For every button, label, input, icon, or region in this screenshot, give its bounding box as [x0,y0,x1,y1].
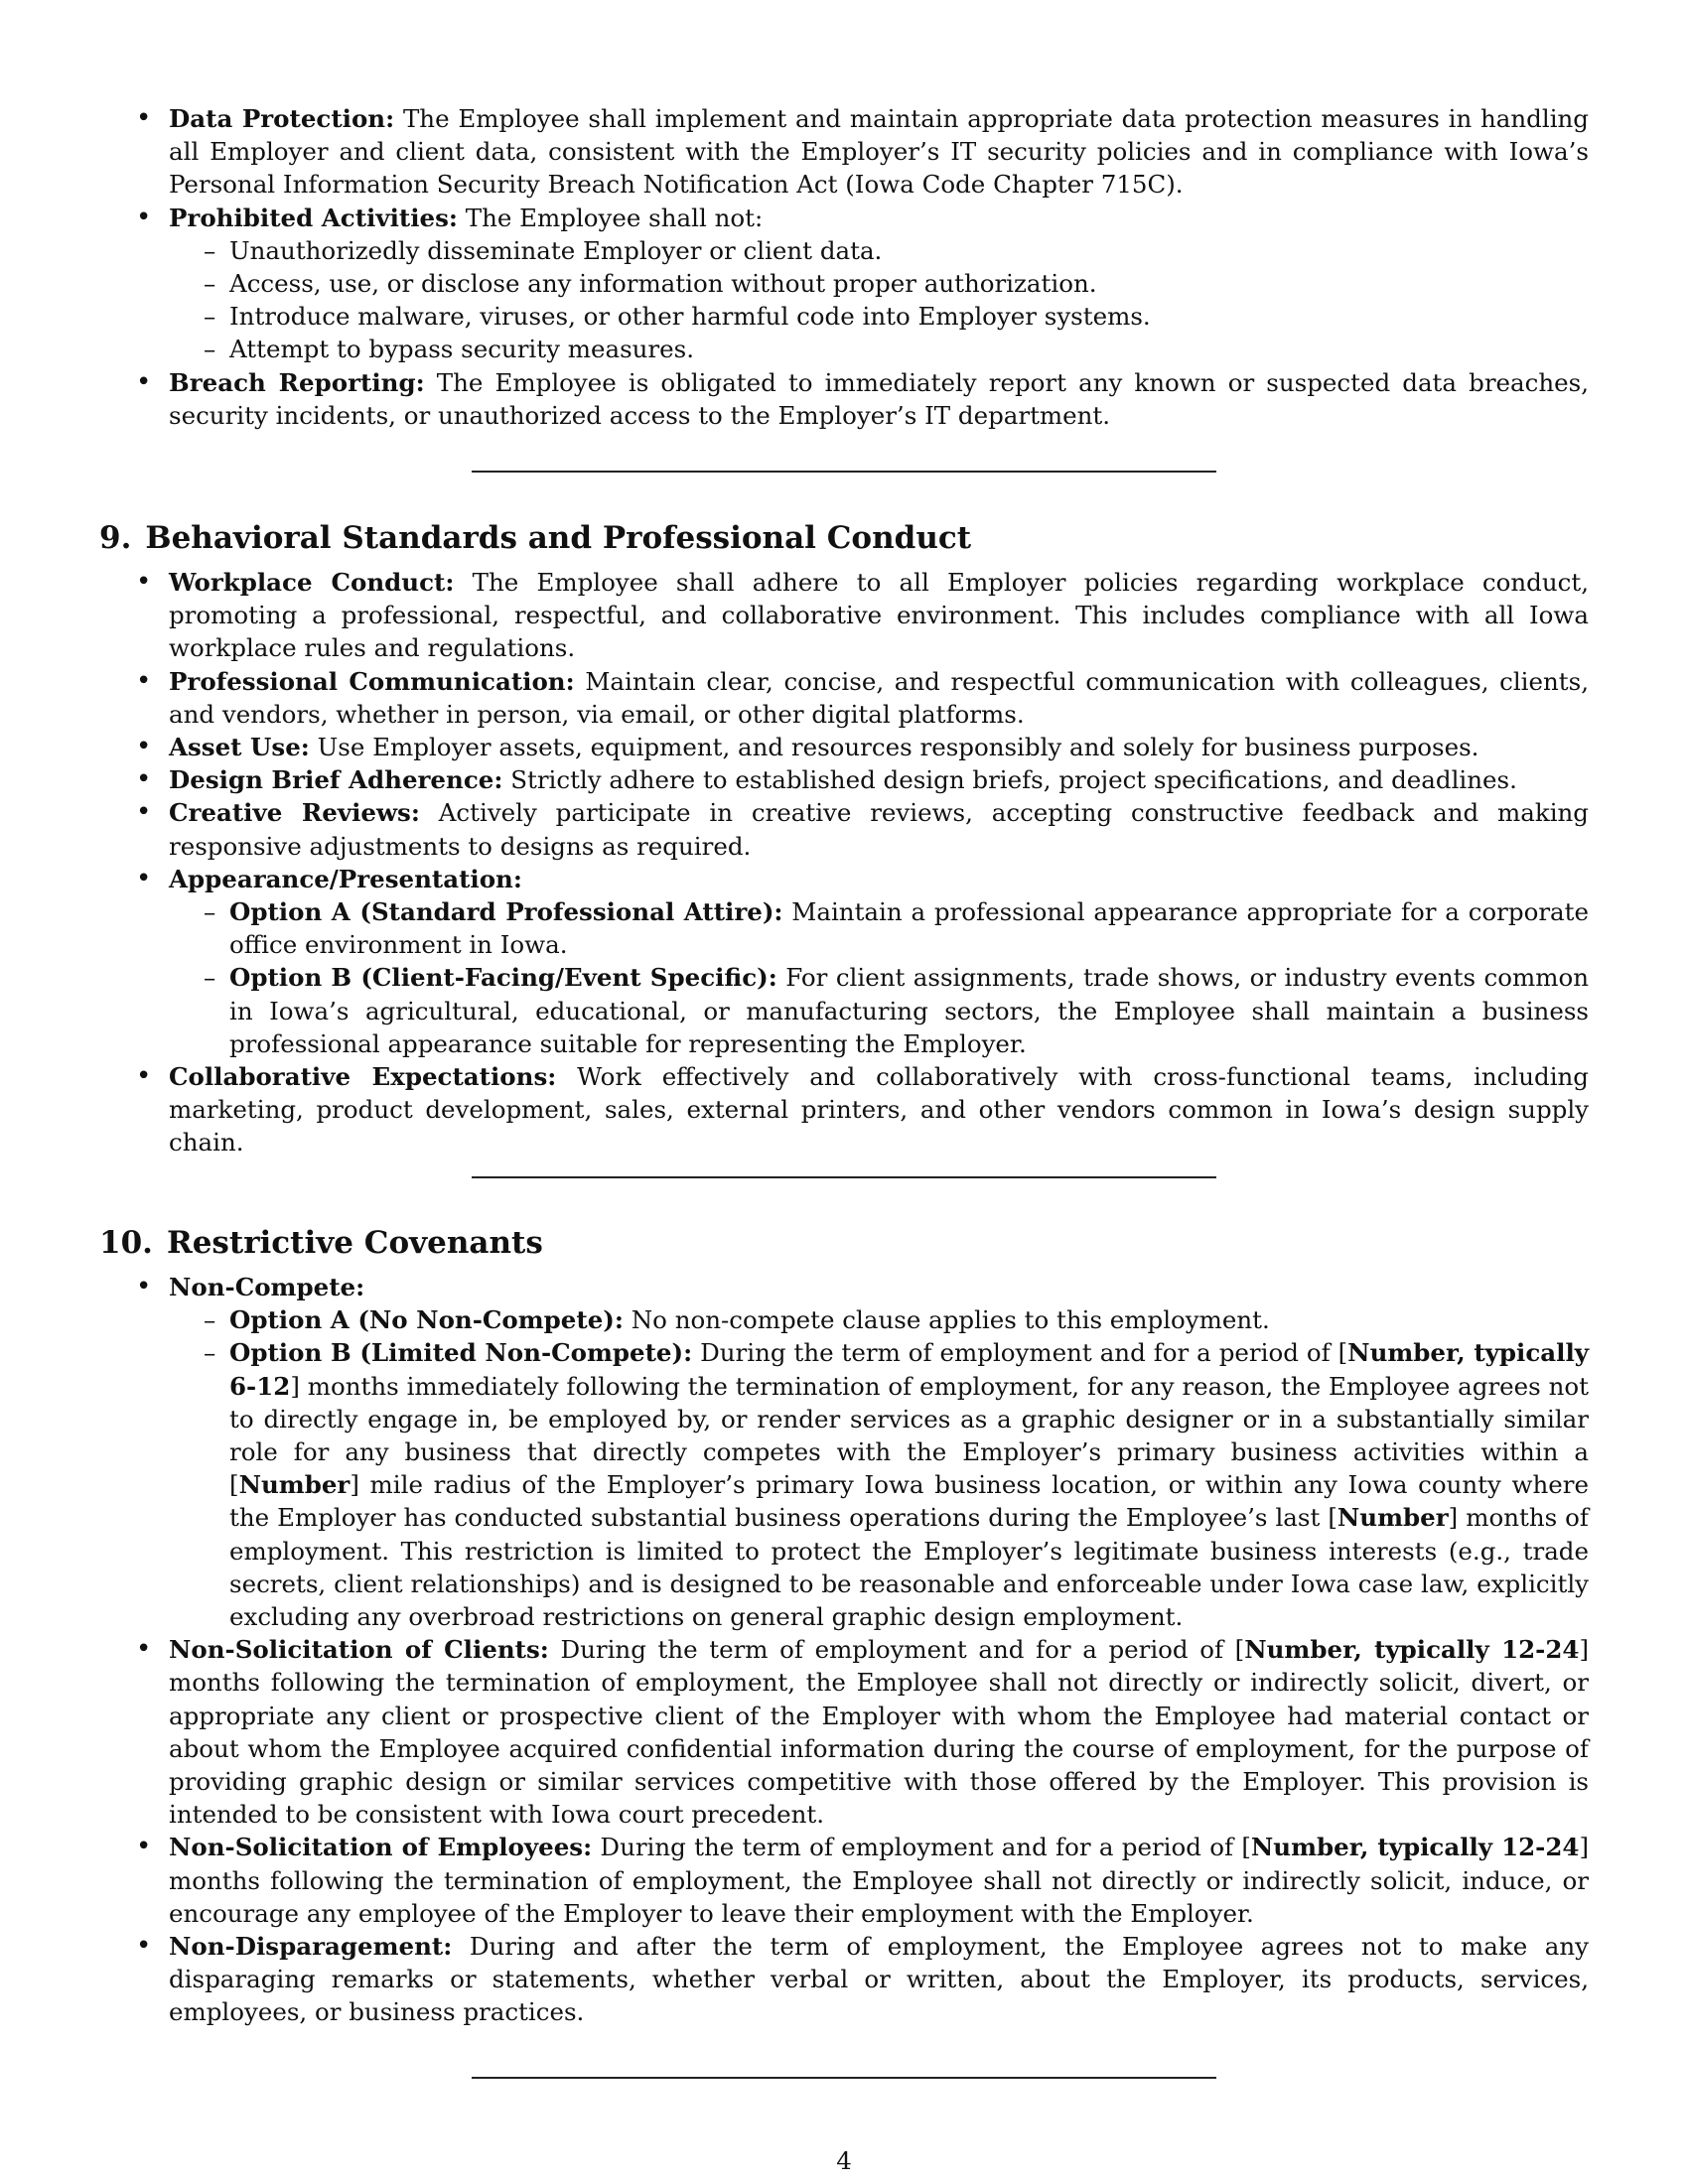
option-text: Maintain a professional appearance appropriate for a corporate office environment in Iowa. [229,897,1589,960]
item-text: The Employee shall adhere to all Employer policies regarding workplace conduct, promoting a professional, respectful, and collaborative environment. This includes compliance with all Iowa workplace rules and regulations. [169,568,1589,663]
item-label: Breach Reporting: [169,367,425,397]
item-label: Non-Solicitation of Clients: [169,1635,549,1665]
placeholder-field: Number [238,1470,351,1500]
prohibited-activities-sublist [169,234,1589,366]
item-text: The Employee is obligated to immediately report any known or suspected data breaches, security incidents, or unauthorized access to the Employer’s IT department. [169,367,1589,430]
sub-item: – Attempt to bypass security measures. [169,333,1589,365]
list-item-professional-communication [99,665,1589,731]
item-text: Maintain clear, concise, and respectful communication with colleagues, clients, and vendors, whether in person, via email, or other digital platforms. [169,666,1589,729]
item-text: During the term of employment and for a period of [ [560,1635,1245,1665]
list-item-non-disparagement [99,1930,1589,2029]
item-label: Non-Disparagement: [169,1932,453,1962]
section-divider [472,1176,1216,1178]
section-heading [99,1221,1589,1265]
placeholder-field: Number, typically 12-24 [1244,1635,1580,1665]
list-item-breach-reporting [99,366,1589,432]
section-number: 10. [99,1225,153,1261]
item-label: Prohibited Activities: [169,203,458,232]
appearance-options [169,895,1589,1060]
item-label: Appearance/Presentation: [169,864,522,893]
section-divider [472,2077,1216,2079]
section-divider [472,471,1216,473]
sub-item: – Access, use, or disclose any information without proper authorization. [169,267,1589,300]
item-label: Collaborative Expectations: [169,1062,557,1092]
list-item-data-protection [99,102,1589,202]
option-a [169,895,1589,961]
option-text: During the term of employment and for a period of [ [700,1338,1348,1368]
sub-item: – Unauthorizedly disseminate Employer or client data. [169,234,1589,267]
item-label: Asset Use: [169,733,310,762]
option-label: Option A (Standard Professional Attire): [229,897,783,927]
item-label: Data Protection: [169,104,395,133]
placeholder-field: Number, typically 6-12 [229,1338,1589,1401]
placeholder-field: Number [1336,1503,1449,1533]
list-item-workplace-conduct [99,566,1589,665]
option-b [169,1336,1589,1633]
option-text: ] mile radius of the Employer’s primary Iowa business location, or within any Iowa county where the Employer has conducted substantial business operations during the Employee’s last [ [229,1470,1589,1533]
list-item-creative-reviews [99,796,1589,862]
item-text: Use Employer assets, equipment, and resources responsibly and solely for business purposes. [317,733,1479,762]
list-item-non-solicitation-clients [99,1633,1589,1831]
list-item-asset-use [99,731,1589,763]
option-b [169,961,1589,1060]
option-label: Option B (Limited Non-Compete): [229,1338,693,1368]
item-text: Actively participate in creative reviews, accepting constructive feedback and making responsive adjustments to designs as required. [169,798,1589,861]
item-text: The Employee shall not: [465,203,764,232]
section-title: Restrictive Covenants [166,1225,543,1261]
item-text: Work effectively and collaboratively with cross-functional teams, including marketing, product development, sales, external printers, and other vendors common in Iowa’s design supply chain. [169,1062,1589,1158]
list-item-collaborative-expectations [99,1060,1589,1160]
section-title: Behavioral Standards and Professional Conduct [145,520,972,556]
item-text: The Employee shall implement and maintain appropriate data protection measures in handling all Employer and client data, consistent with the Employer’s IT security policies and in compliance with Iowa’s Personal Information Security Breach Notification Act (Iowa Code Chapter 715C). [169,104,1589,200]
item-text: ] months following the termination of employment, the Employee shall not directly or indirectly solicit, divert, or appropriate any client or prospective client of the Employer with whom the Employee had material contact or about whom the Employee acquired confidential information during the course of employment, for the purpose of providing graphic design or similar services competitive with those offered by the Employer. This provision is intended to be consistent with Iowa court precedent. [169,1635,1589,1830]
non-compete-options [169,1303,1589,1633]
item-label: Non-Solicitation of Employees: [169,1833,593,1862]
it-security-list [99,102,1589,432]
page-number: 4 [836,2146,852,2175]
placeholder-field: Number, typically 12-24 [1250,1833,1580,1862]
item-text: During the term of employment and for a period of [ [600,1833,1251,1862]
section-number: 9. [99,520,132,556]
option-text: ] months immediately following the termination of employment, for any reason, the Employee agrees not to directly engage in, be employed by, or render services as a graphic designer or in a substantially similar role for any business that directly competes with the Employer’s primary business activities within a [ [229,1371,1589,1500]
item-label: Workplace Conduct: [169,568,455,597]
list-item-design-brief-adherence [99,763,1589,796]
section-9 [99,516,1589,1160]
sub-item: – Introduce malware, viruses, or other harmful code into Employer systems. [169,300,1589,333]
option-label: Option B (Client-Facing/Event Specific): [229,963,777,993]
section-10 [99,1221,1589,2029]
option-text: No non-compete clause applies to this employment. [631,1305,1270,1335]
item-text: Strictly adhere to established design briefs, project specifications, and deadlines. [510,765,1517,795]
conduct-list [99,566,1589,1160]
list-item-appearance [99,863,1589,1060]
item-text: ] months following the termination of employment, the Employee shall not directly or indirectly solicit, induce, or encourage any employee of the Employer to leave their employment with the Employer. [169,1833,1589,1928]
item-label: Creative Reviews: [169,798,420,828]
list-item-prohibited-activities [99,202,1589,366]
item-label: Non-Compete: [169,1273,365,1301]
item-text: During and after the term of employment, the Employee agrees not to make any disparaging remarks or statements, whether verbal or written, about the Employer, its products, services, employees, or business practices. [169,1932,1589,2027]
it-security-section-continued [99,102,1589,432]
section-heading [99,516,1589,560]
item-label: Design Brief Adherence: [169,765,503,795]
list-item-non-solicitation-employees [99,1831,1589,1930]
option-text: ] months of employment. This restriction is limited to protect the Employer’s legitimate business interests (e.g., trade secrets, client relationships) and is designed to be reasonable and enforceable under Iowa case law, explicitly excluding any overbroad restrictions on general graphic design employment. [229,1503,1589,1632]
option-a [169,1303,1589,1336]
item-label: Professional Communication: [169,666,575,696]
covenants-list [99,1271,1589,2029]
list-item-non-compete [99,1271,1589,1633]
option-label: Option A (No Non-Compete): [229,1305,624,1335]
option-text: For client assignments, trade shows, or industry events common in Iowa’s agricultural, educational, or manufacturing sectors, the Employee shall maintain a business professional appearance suitable for representing the Employer. [229,963,1589,1058]
